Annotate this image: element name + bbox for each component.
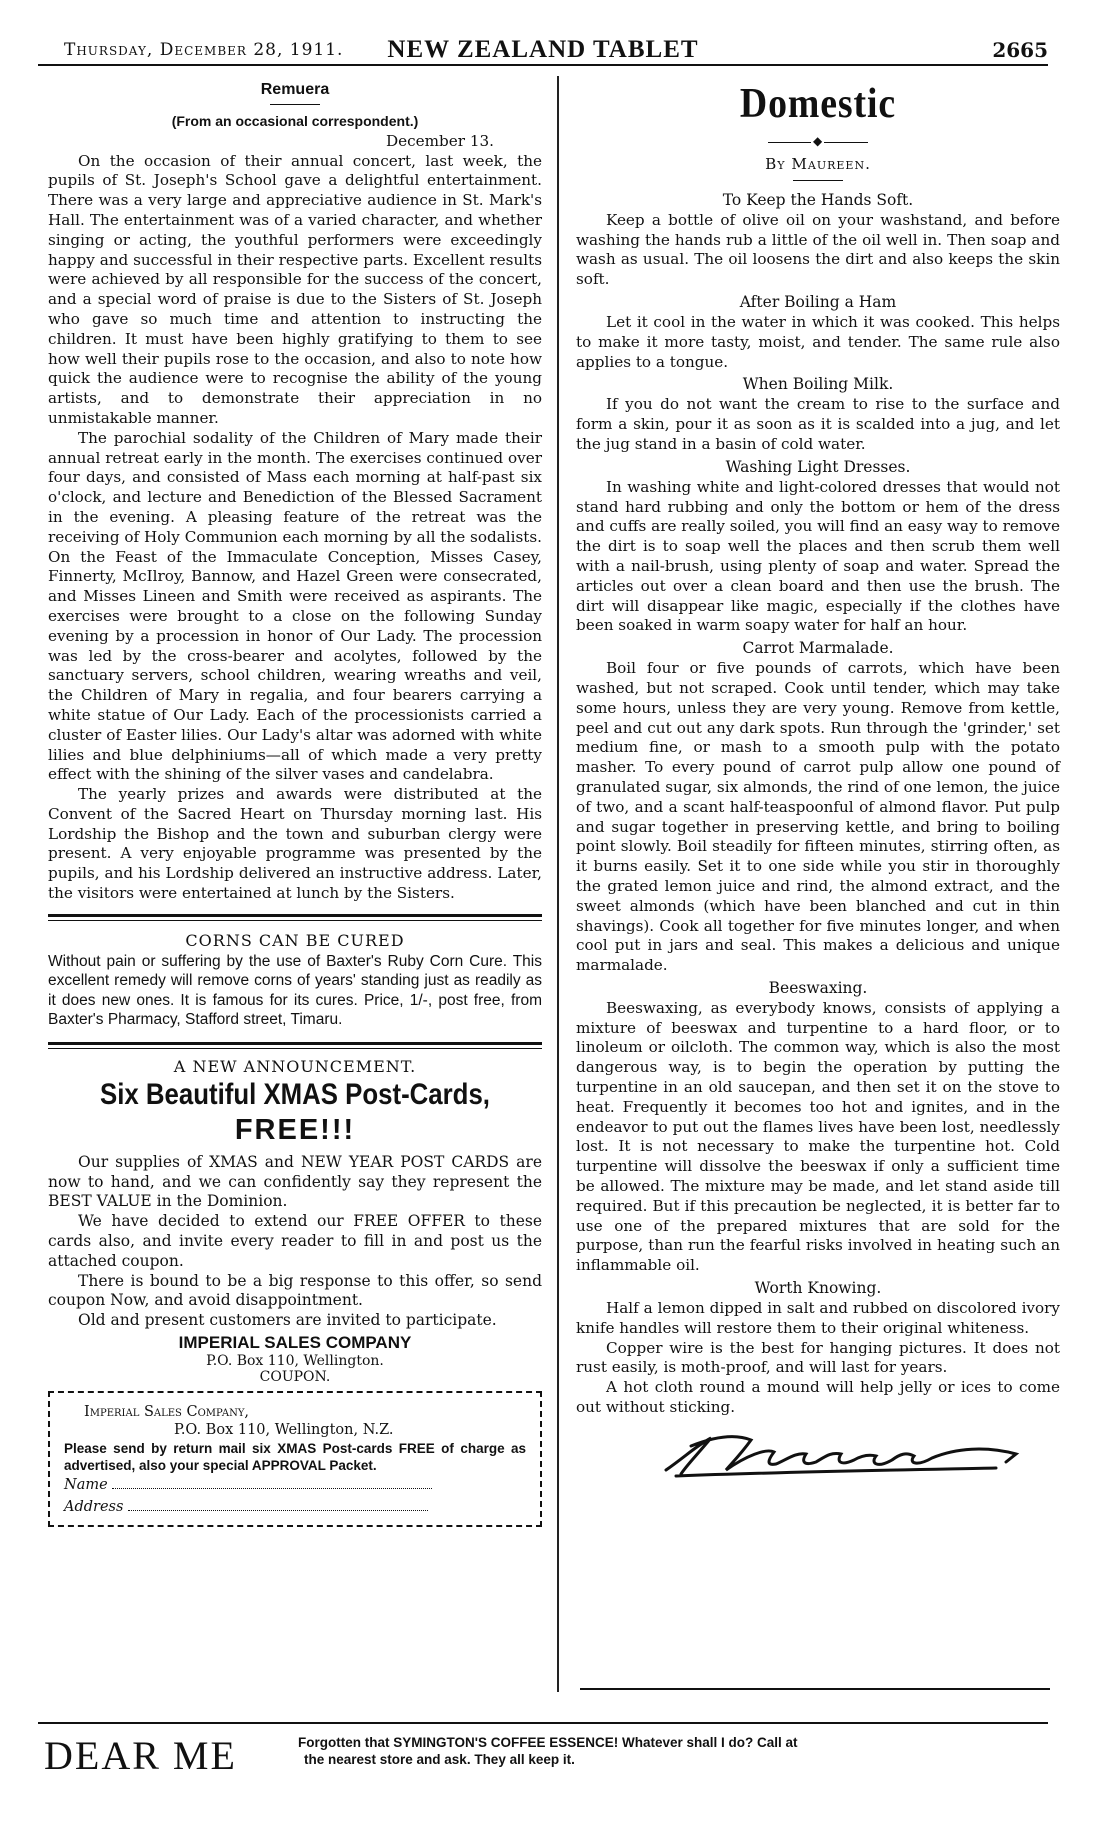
domestic-title: Domestic xyxy=(739,81,897,127)
header-date: Thursday, December 28, 1911. xyxy=(64,40,344,60)
ad-rule-thin xyxy=(48,1048,542,1049)
column-end-rule xyxy=(580,1688,1050,1690)
ad-paragraph-2: We have decided to extend our FREE OFFER to these cards also, and invite every reader to fill in and post us the attached coupon. xyxy=(48,1212,542,1270)
section-rule-thin xyxy=(48,920,542,921)
section-heading: To Keep the Hands Soft. xyxy=(722,190,914,209)
right-column xyxy=(576,78,1060,1482)
remuera-date: December 13. xyxy=(385,131,494,150)
coupon-address: P.O. Box 110, Wellington, N.Z. xyxy=(174,1422,394,1439)
coupon-name-field[interactable] xyxy=(112,1476,432,1489)
worth-paragraph-3: A hot cloth round a mound will help jelly or ices to come out without sticking. xyxy=(576,1378,1060,1417)
coupon-name-label: Name xyxy=(64,1476,108,1493)
section-heading: Washing Light Dresses. xyxy=(725,457,911,476)
section-body: Keep a bottle of olive oil on your washstand, and before washing the hands rub a little of the oil well in. Then soap and wash as usual. The oil loosens the dirt and also keeps the skin soft. xyxy=(576,210,1060,289)
column-divider xyxy=(557,76,559,1692)
ad-free: FREE!!! xyxy=(234,1113,356,1146)
ad-announcement: A NEW ANNOUNCEMENT. xyxy=(173,1056,417,1076)
title-rule xyxy=(270,104,320,105)
section-heading: Carrot Marmalade. xyxy=(742,639,894,658)
footer-line-1: Forgotten that SYMINGTON'S COFFEE ESSENCE! Whatever shall I do? Call at xyxy=(298,1735,798,1750)
footer-headline: DEAR ME xyxy=(44,1733,237,1778)
section-heading: When Boiling Milk. xyxy=(742,375,894,394)
ad-address: P.O. Box 110, Wellington. xyxy=(206,1352,384,1369)
coupon-address-field[interactable] xyxy=(128,1498,428,1511)
maureen-signature xyxy=(656,1426,1026,1482)
worth-paragraph-1: Half a lemon dipped in salt and rubbed on discolored ivory knife handles will restore them to their original whiteness. xyxy=(576,1299,1060,1337)
page-number: 2665 xyxy=(992,38,1048,62)
coupon-address-label: Address xyxy=(64,1499,124,1516)
corns-body: Without pain or suffering by the use of Baxter's Ruby Corn Cure. This excellent remedy will remove corns of years' standing just as readily as it does new ones. It is famous for its cures. Price, 1/-, post free, from Baxter's Pharmacy, Stafford street, Timaru. xyxy=(48,952,542,1029)
worth-paragraph-2: Copper wire is the best for hanging pictures. It does not rust easily, is moth-proof, and will last for years. xyxy=(576,1338,1060,1377)
ad-paragraph-1: Our supplies of XMAS and NEW YEAR POST CARDS are now to hand, and we can confidently say they represent the BEST VALUE in the Dominion. xyxy=(48,1152,542,1211)
corns-title: CORNS CAN BE CURED xyxy=(185,930,405,950)
section-body: Beeswaxing, as everybody knows, consists of applying a mixture of beeswax and turpentine to a hard floor, or to linoleum or oilcloth. The common way, which is also the most dangerous way, is to begin the operation by putting the turpentine in an old saucepan, and then set it on the stove to heat. Frequently it becomes too hot and ignites, and in the endeavor to put out the flames lives have been lost, needlessly lost. It is not necessary to make the turpentine hot. Cold turpentine will dissolve the beeswax if only a sufficient time be allowed. The mixture may be made, and let stand aside till required. But if this precaution be neglected, it is better far to use one of the prepared mixtures that are sold for the purpose, than run the fearful risks involved in heating such an inflammable oil. xyxy=(576,998,1060,1275)
footer-line-2: the nearest store and ask. They all keep it. xyxy=(304,1752,575,1767)
left-column xyxy=(48,78,542,1527)
byline-rule xyxy=(793,180,843,181)
footer-text xyxy=(298,1734,1038,1768)
ad-paragraph-3: There is bound to be a big response to this offer, so send coupon Now, and avoid disappointment. xyxy=(48,1271,542,1310)
section-body: In washing white and light-colored dresses that would not stand hard rubbing and only the bottom or hem of the dress and cuffs are really soiled, you will find an easy way to remove the dirt is to soap well the places and then scrub them well with a nail-brush, using plenty of soap and water. Spread the articles out over a clean board and then use the brush. The dirt will disappear like magic, especially if the clothes have been soaked in warm soapy water for half an hour. xyxy=(576,477,1060,635)
ad-headline: Six Beautiful XMAS Post-Cards, xyxy=(100,1077,490,1111)
section-heading: After Boiling a Ham xyxy=(739,292,897,311)
ad-company: IMPERIAL SALES COMPANY xyxy=(178,1333,412,1353)
worth-knowing-heading: Worth Knowing. xyxy=(754,1279,882,1298)
remuera-byline: (From an occasional correspondent.) xyxy=(171,113,419,129)
footer-advert xyxy=(38,1722,1048,1780)
remuera-paragraph-2: The parochial sodality of the Children of Mary made their annual retreat early in the month. The exercises continued over four days, and consisted of Mass each morning at half-past six o'clock, and lecture and Benediction of the Blessed Sacrament in the evening. A pleasing feature of the retreat was the receiving of Holy Communion each morning by all the sodalists. On the Feast of the Immaculate Conception, Misses Casey, Finnerty, McIlroy, Bannow, and Hazel Green were consecrated, and Misses Lineen and Smith were received as aspirants. The exercises were brought to a close on the following Sunday evening by a procession in honor of Our Lady. The procession was led by the cross-bearer and acolytes, followed by the sanctuary servers, school children, wearing wreaths and veil, the Children of Mary in regalia, and four bearers carrying a white statue of Our Lady. Each of the processionists carried a cluster of Easter lilies. Our Lady's altar was adorned with white lilies and blue delphiniums—all of which made a very pretty effect with the shining of the silver vases and candelabra. xyxy=(48,428,542,784)
coupon-label: COUPON. xyxy=(259,1368,331,1385)
section-heading: Beeswaxing. xyxy=(768,978,868,997)
ad-paragraph-4: Old and present customers are invited to participate. xyxy=(78,1311,497,1330)
section-body: Let it cool in the water in which it was cooked. This helps to make it more tasty, moist, and tender. The same rule also applies to a tongue. xyxy=(576,312,1060,371)
remuera-title: Remuera xyxy=(260,81,330,98)
ornament-rule xyxy=(768,134,868,148)
diamond-ornament-icon: ◆ xyxy=(813,134,823,148)
domestic-byline: By Maureen. xyxy=(765,155,871,173)
coupon-company: Imperial Sales Company, xyxy=(84,1403,250,1420)
signature-text: Maureen xyxy=(841,1475,846,1477)
page-header xyxy=(38,36,1048,66)
section-body: If you do not want the cream to rise to the surface and form a skin, pour it as soon as it is scalded into a jug, and let the jug stand in a basin of cold water. xyxy=(576,395,1060,453)
publication-title: NEW ZEALAND TABLET xyxy=(387,36,699,63)
remuera-paragraph-3: The yearly prizes and awards were distributed at the Convent of the Sacred Heart on Thursday morning last. His Lordship the Bishop and the town and suburban clergy were present. A very enjoyable programme was presented by the pupils, and his Lordship delivered an instructive address. Later, the visitors were entertained at lunch by the Sisters. xyxy=(48,785,542,903)
ad-rule xyxy=(48,1042,542,1045)
coupon-request: Please send by return mail six XMAS Post-cards FREE of charge as advertised, also your special APPROVAL Packet. xyxy=(64,1440,526,1473)
section-body: Boil four or five pounds of carrots, which have been washed, but not scraped. Cook until tender, which may take some hours, unless they are very young. Remove from kettle, peel and cut out any dark spots. Run through the 'grinder,' set medium fine, or mash to a smooth pulp with the potato masher. To every pound of carrot pulp allow one pound of granulated sugar, six almonds, the rind of one lemon, the juice of two, and a scant half-teaspoonful of almond flavor. Put pulp and sugar together in preserving kettle, and bring to boiling point slowly. Boil steadily for fifteen minutes, stirring often, as it burns easily. Set it to one side while you stir in thoroughly the grated lemon juice and rind, the almond extract, and the sweet almonds (which have been blanched and cut in thin shavings). Cook all together for five minutes longer, and when cool put in jars and seal. This makes a delicious and unique marmalade. xyxy=(576,659,1060,975)
remuera-paragraph-1: On the occasion of their annual concert, last week, the pupils of St. Joseph's School gave a delightful entertainment. There was a very large and appreciative audience in St. Mark's Hall. The entertainment was of a varied character, and whether singing or acting, the youthful performers were exceedingly happy and successful in their respective parts. Excellent results were achieved by all responsible for the success of the concert, and a special word of praise is due to the Sisters of St. Joseph who gave so much time and attention to instructing the children. It must have been highly gratifying to them to see how well their pupils rose to the occasion, and also to note how quick the audience were to recognise the ability of the young artists, and to demonstrate their appreciation in no unmistakable manner. xyxy=(48,151,542,427)
section-rule xyxy=(48,914,542,917)
coupon-box[interactable] xyxy=(48,1391,542,1527)
